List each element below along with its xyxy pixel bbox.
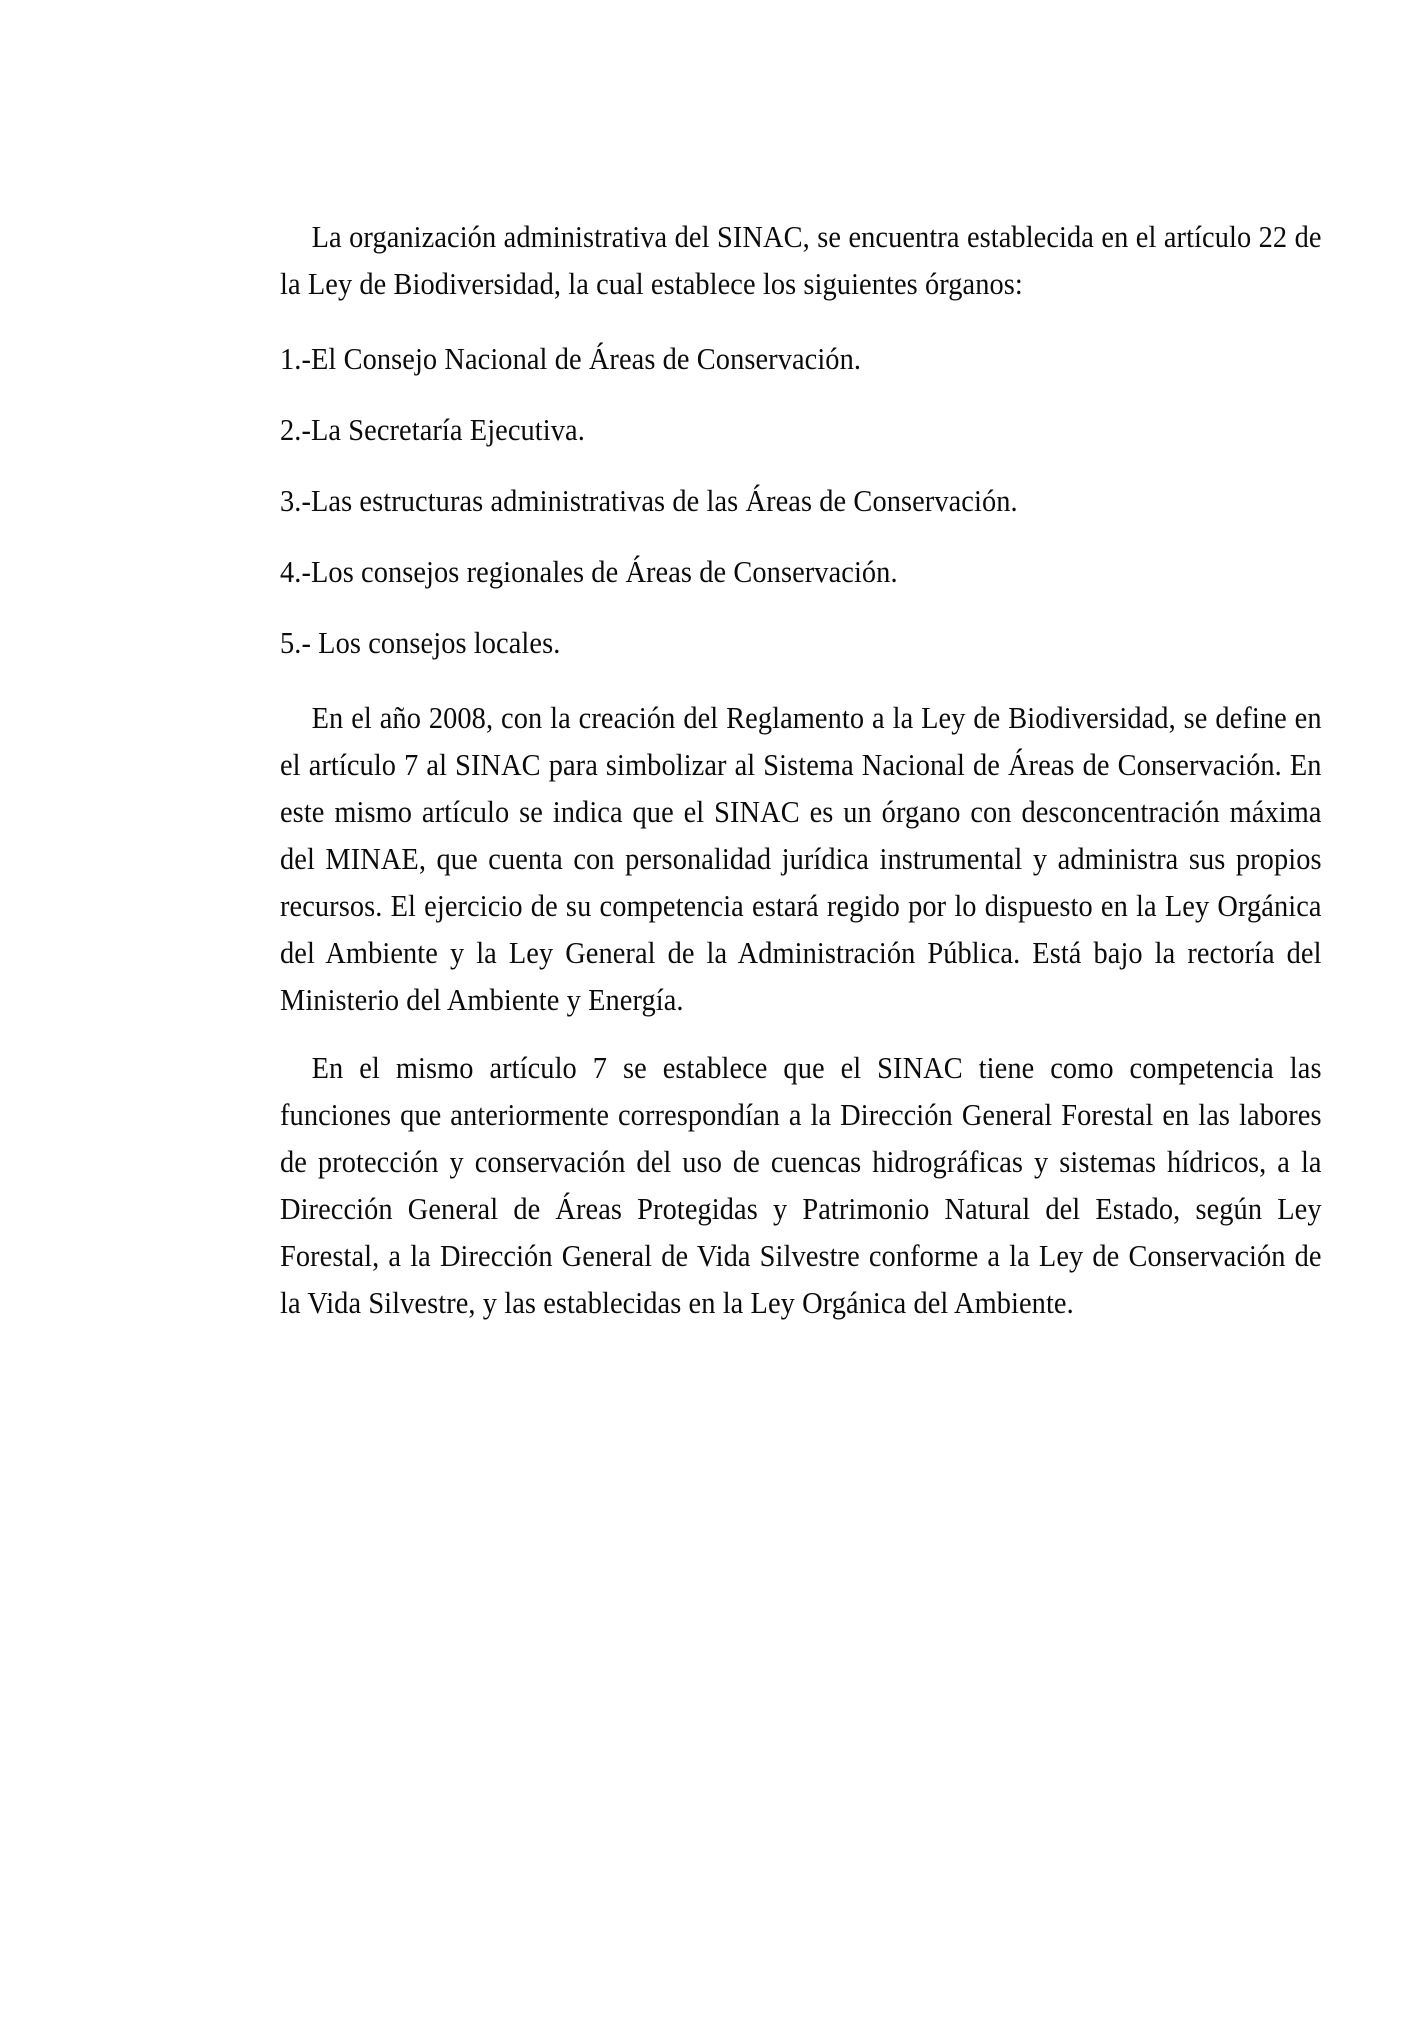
document-text-column [280,214,1322,1327]
spacer [280,1024,1322,1045]
list-item-3: 3.-Las estructuras administrativas de las Áreas de Conservación. [280,484,1018,518]
spacer [280,667,1322,695]
spacer [280,454,1322,478]
spacer [280,383,1322,407]
paragraph-articulo-7: En el mismo artículo 7 se establece que el SINAC tiene como competencia las funciones que anteriormente correspondían a la Dirección General Forestal en las labores de protección y conservación del uso de cuencas hidrográficas y sistemas hídricos, a la Dirección General de Áreas Protegidas y Patrimonio Natural del Estado, según Ley Forestal, a la Dirección General de Vida Silvestre conforme a la Ley de Conservación de la Vida Silvestre, y las establecidas en la Ley Orgánica del Ambiente. [280,1051,1322,1320]
list-item-2: 2.-La Secretaría Ejecutiva. [280,413,585,447]
intro-paragraph: La organización administrativa del SINAC, se encuentra establecida en el artículo 22 de la Ley de Biodiversidad, la cual establece los siguientes órganos: [280,220,1322,301]
list-item-5: 5.- Los consejos locales. [280,626,561,660]
spacer [280,308,1322,336]
list-item-4: 4.-Los consejos regionales de Áreas de Conservación. [280,555,898,589]
spacer [280,596,1322,620]
spacer [280,525,1322,549]
paragraph-year-2008: En el año 2008, con la creación del Reglamento a la Ley de Biodiversidad, se define en el artículo 7 al SINAC para simbolizar al Sistema Nacional de Áreas de Conservación. En este mismo artículo se indica que el SINAC es un órgano con desconcentración máxima del MINAE, que cuenta con personalidad jurídica instrumental y administra sus propios recursos. El ejercicio de su competencia estará regido por lo dispuesto en la Ley Orgánica del Ambiente y la Ley General de la Administración Pública. Está bajo la rectoría del Ministerio del Ambiente y Energía. [280,701,1322,1017]
list-item-1: 1.-El Consejo Nacional de Áreas de Conservación. [280,342,862,376]
